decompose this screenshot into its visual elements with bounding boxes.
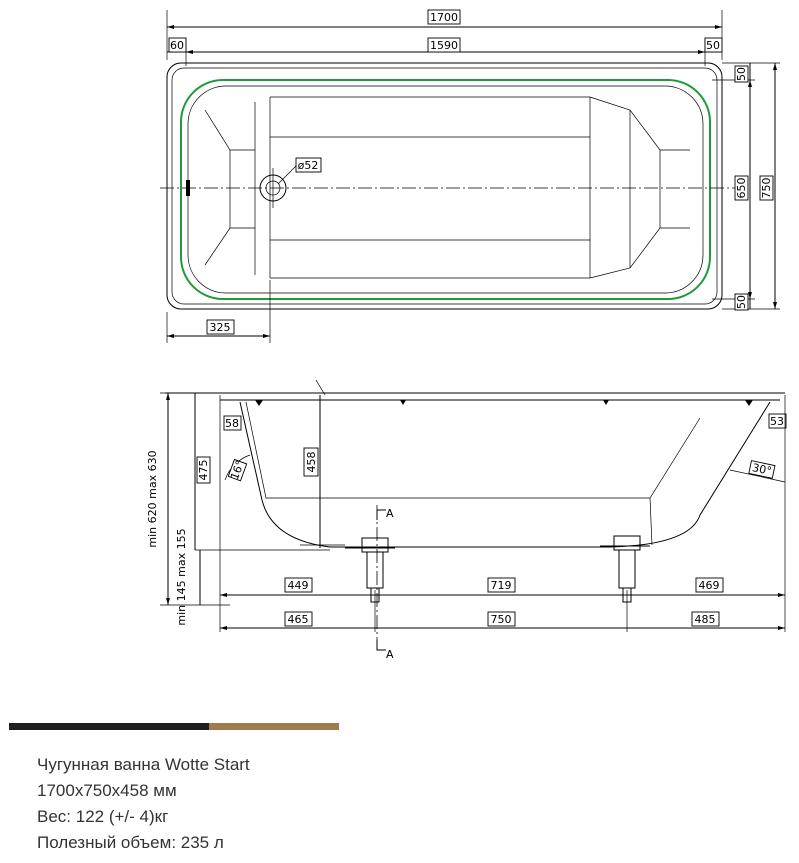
dim-rim-right: 50 (706, 39, 720, 52)
dim-left-rim: 58 (225, 417, 239, 430)
dim-leg-rear-outer: 485 (694, 613, 716, 626)
dim-drain-offset: 325 (209, 321, 231, 334)
product-caption (37, 752, 250, 856)
dim-rim-bottom: 50 (735, 295, 748, 309)
dim-overall-length: 1700 (430, 11, 458, 24)
dim-left-angle: 16° (228, 458, 247, 482)
product-title: Чугунная ванна Wotte Start (37, 755, 250, 774)
dim-leg-span-outer: 750 (490, 613, 512, 626)
side-view (146, 380, 786, 661)
dim-leg-front-offset: 449 (287, 579, 309, 592)
product-weight: Вес: 122 (+/- 4)кг (37, 807, 169, 826)
top-view (160, 10, 780, 343)
accent-bar-bronze (209, 723, 339, 730)
dim-leg-span-inner: 719 (490, 579, 512, 592)
accent-bar (9, 723, 339, 730)
dim-right-angle: 30° (751, 461, 773, 478)
dim-inner-width: 650 (735, 177, 748, 199)
product-size: 1700x750x458 мм (37, 781, 177, 800)
dim-leg-front-outer: 465 (287, 613, 309, 626)
dim-overall-width: 750 (760, 177, 773, 199)
dim-height-to-bottom: 475 (197, 459, 210, 481)
dim-rim-top: 50 (735, 67, 748, 81)
leg-rear (600, 536, 650, 602)
leg-front (345, 538, 395, 602)
section-mark-top: A (386, 507, 394, 520)
dim-total-height: min 620 max 630 (146, 450, 159, 548)
dim-rim-left: 60 (170, 39, 184, 52)
accent-bar-dark (9, 723, 209, 730)
dim-depth: 458 (305, 451, 318, 473)
dim-right-rim: 53 (770, 415, 784, 428)
dim-inner-length: 1590 (430, 39, 458, 52)
product-volume: Полезный объем: 235 л (37, 833, 224, 852)
dim-leg-rear-offset: 469 (698, 579, 720, 592)
section-mark-bottom: A (386, 648, 394, 661)
dim-drain-diameter: ø52 (297, 159, 319, 172)
dim-leg-height: min 145 max 155 (175, 528, 188, 626)
